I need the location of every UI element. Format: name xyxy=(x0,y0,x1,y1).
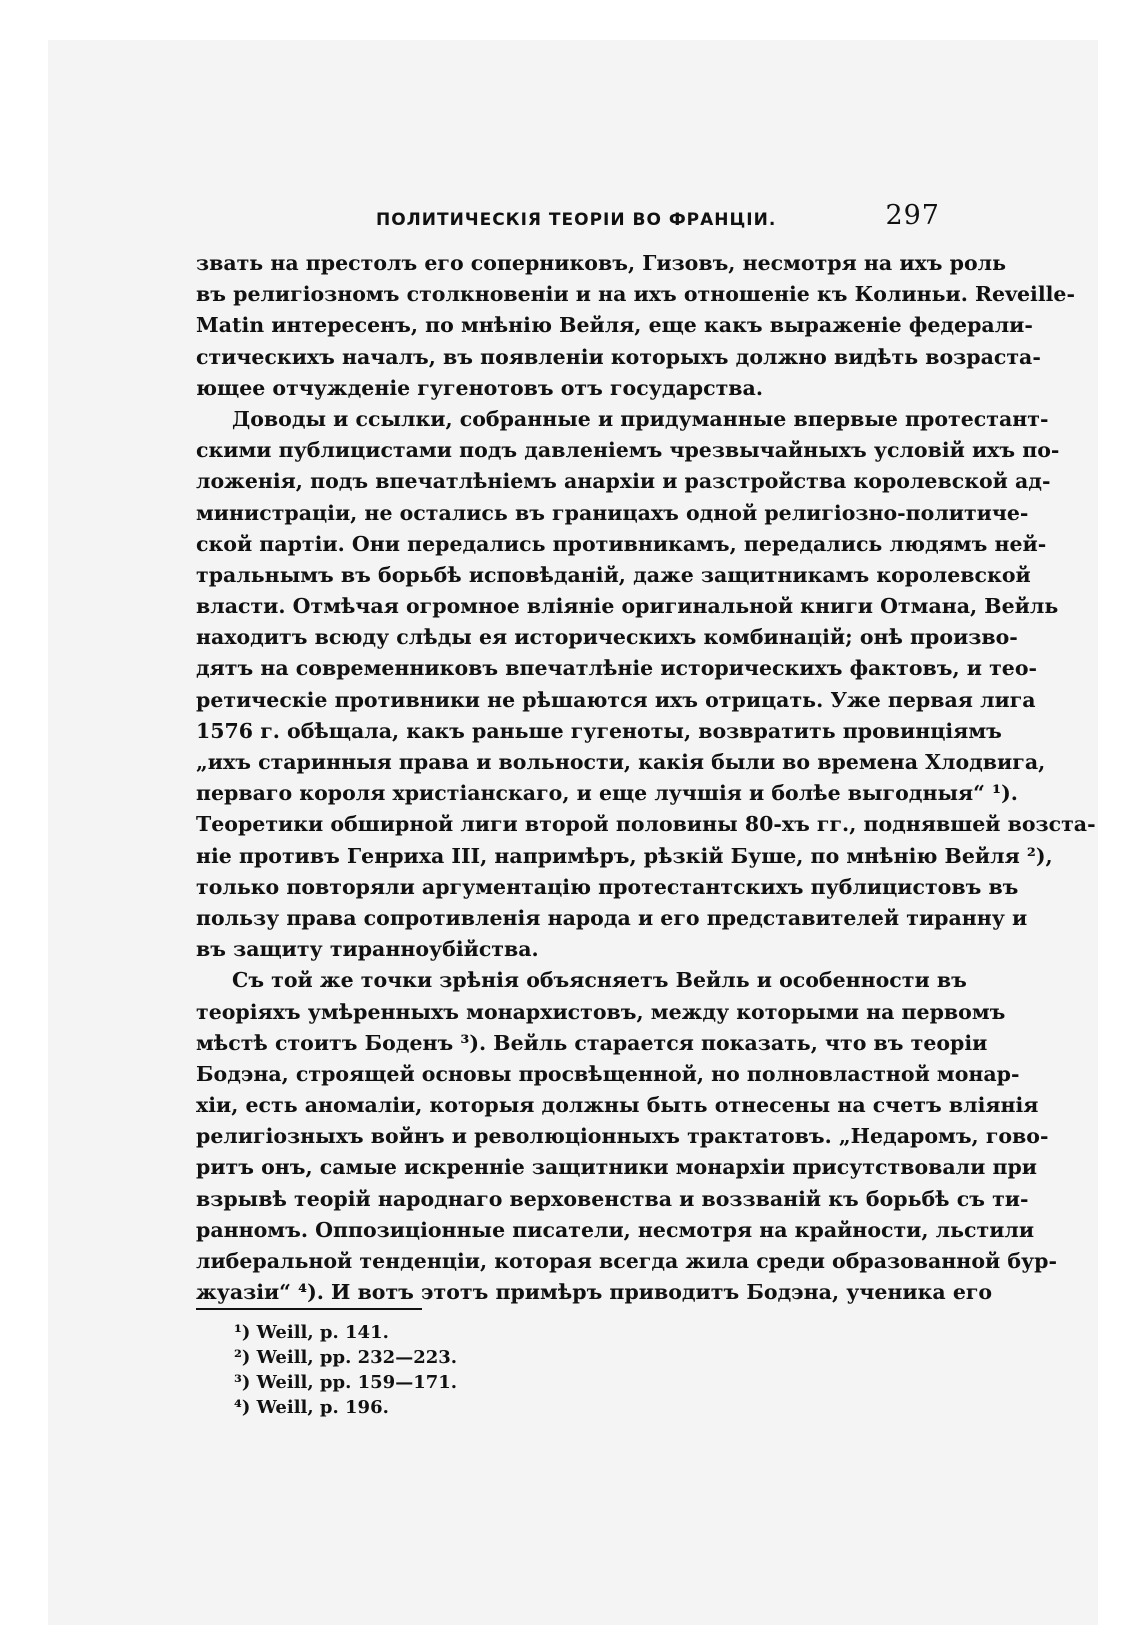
text-line: власти. Отмѣчая огромное вліяніе оригинальной книги Отмана, Вейль xyxy=(196,594,1059,619)
footnote: ⁴) Weill, p. 196. xyxy=(234,1397,389,1418)
text-line: скими публицистами подъ давленіемъ чрезвычайныхъ условій ихъ по- xyxy=(196,438,1060,463)
text-line: ретическіе противники не рѣшаются ихъ отрицать. Уже первая лига xyxy=(196,687,1036,712)
text-line: либеральной тенденціи, которая всегда жила среди образованной бур- xyxy=(196,1249,1057,1273)
body-text xyxy=(196,248,1096,1308)
footnote-rule xyxy=(196,1308,422,1310)
text-line: ющее отчужденіе гугенотовъ отъ государства. xyxy=(196,375,763,400)
footnote: ²) Weill, pp. 232—223. xyxy=(234,1347,458,1368)
text-line: „ихъ старинныя права и вольности, какія были во времена Хлодвига, xyxy=(196,750,1046,774)
text-line: въ религіозномъ столкновеніи и на ихъ отношеніе къ Колиньи. Reveille- xyxy=(196,282,1075,307)
text-line: Бодэна, строящей основы просвѣщенной, но полновластной монар- xyxy=(196,1061,1020,1086)
page-header xyxy=(196,200,940,240)
text-line: теоріяхъ умѣренныхъ монархистовъ, между которыми на первомъ xyxy=(196,999,1006,1024)
text-line: ритъ онъ, самые искренніе защитники монархіи присутствовали при xyxy=(196,1155,1038,1180)
text-line: Matin интересенъ, по мнѣнію Вейля, еще какъ выраженіе федерали- xyxy=(196,313,1033,338)
text-line: Теоретики обширной лиги второй половины 80-хъ гг., поднявшей возста- xyxy=(196,812,1096,837)
text-line: пользу права сопротивленія народа и его представителей тиранну и xyxy=(196,905,1028,930)
footnote: ³) Weill, pp. 159—171. xyxy=(234,1372,458,1393)
text-line: ской партіи. Они передались противникамъ, передались людямъ ней- xyxy=(196,531,1047,556)
text-line: министраціи, не остались въ границахъ одной религіозно-политиче- xyxy=(196,500,1029,525)
text-line: Съ той же точки зрѣнія объясняетъ Вейль и особенности въ xyxy=(232,968,967,993)
text-line: взрывѣ теорій народнаго верховенства и воззваній къ борьбѣ съ ти- xyxy=(196,1186,1029,1211)
text-line: ніе противъ Генриха III, напримѣръ, рѣзкій Буше, по мнѣнію Вейля ²), xyxy=(196,843,1053,868)
text-line: Доводы и ссылки, собранные и придуманные впервые протестант- xyxy=(232,406,1049,431)
text-line: находитъ всюду слѣды ея историческихъ комбинацій; онѣ произво- xyxy=(196,625,1018,650)
text-line: въ защиту тиранноубійства. xyxy=(196,937,539,962)
text-line: ложенія, подъ впечатлѣніемъ анархіи и разстройства королевской ад- xyxy=(196,469,1051,494)
text-line: тральнымъ въ борьбѣ исповѣданій, даже защитникамъ королевской xyxy=(196,562,1031,587)
text-line: мѣстѣ стоитъ Боденъ ³). Вейль старается показать, что въ теоріи xyxy=(196,1030,988,1055)
text-line: стическихъ началъ, въ появленіи которыхъ должно видѣть возраста- xyxy=(196,344,1041,369)
footnote: ¹) Weill, p. 141. xyxy=(234,1322,389,1343)
text-line: звать на престолъ его соперниковъ, Гизовъ, несмотря на ихъ роль xyxy=(196,251,1007,275)
page-number: 297 xyxy=(885,200,940,231)
running-head: ПОЛИТИЧЕСКІЯ ТЕОРІИ ВО ФРАНЦІИ. xyxy=(376,210,777,230)
text-line: религіозныхъ войнъ и революціонныхъ трактатовъ. „Недаромъ, гово- xyxy=(196,1124,1049,1149)
text-line: 1576 г. обѣщала, какъ раньше гугеноты, возвратить провинціямъ xyxy=(196,718,1002,743)
text-line: дятъ на современниковъ впечатлѣніе историческихъ фактовъ, и тео- xyxy=(196,656,1038,681)
text-line: только повторяли аргументацію протестантскихъ публицистовъ въ xyxy=(196,874,1019,899)
footnotes xyxy=(234,1320,457,1420)
text-line: жуазіи“ ⁴). И вотъ этотъ примѣръ приводитъ Бодэна, ученика его xyxy=(196,1280,993,1305)
text-line: перваго короля христіанскаго, и еще лучшія и болѣе выгодныя“ ¹). xyxy=(196,781,1018,806)
text-line: ранномъ. Оппозиціонные писатели, несмотря на крайности, льстили xyxy=(196,1217,1035,1242)
text-line: хіи, есть аномаліи, которыя должны быть отнесены на счетъ вліянія xyxy=(196,1093,1039,1118)
